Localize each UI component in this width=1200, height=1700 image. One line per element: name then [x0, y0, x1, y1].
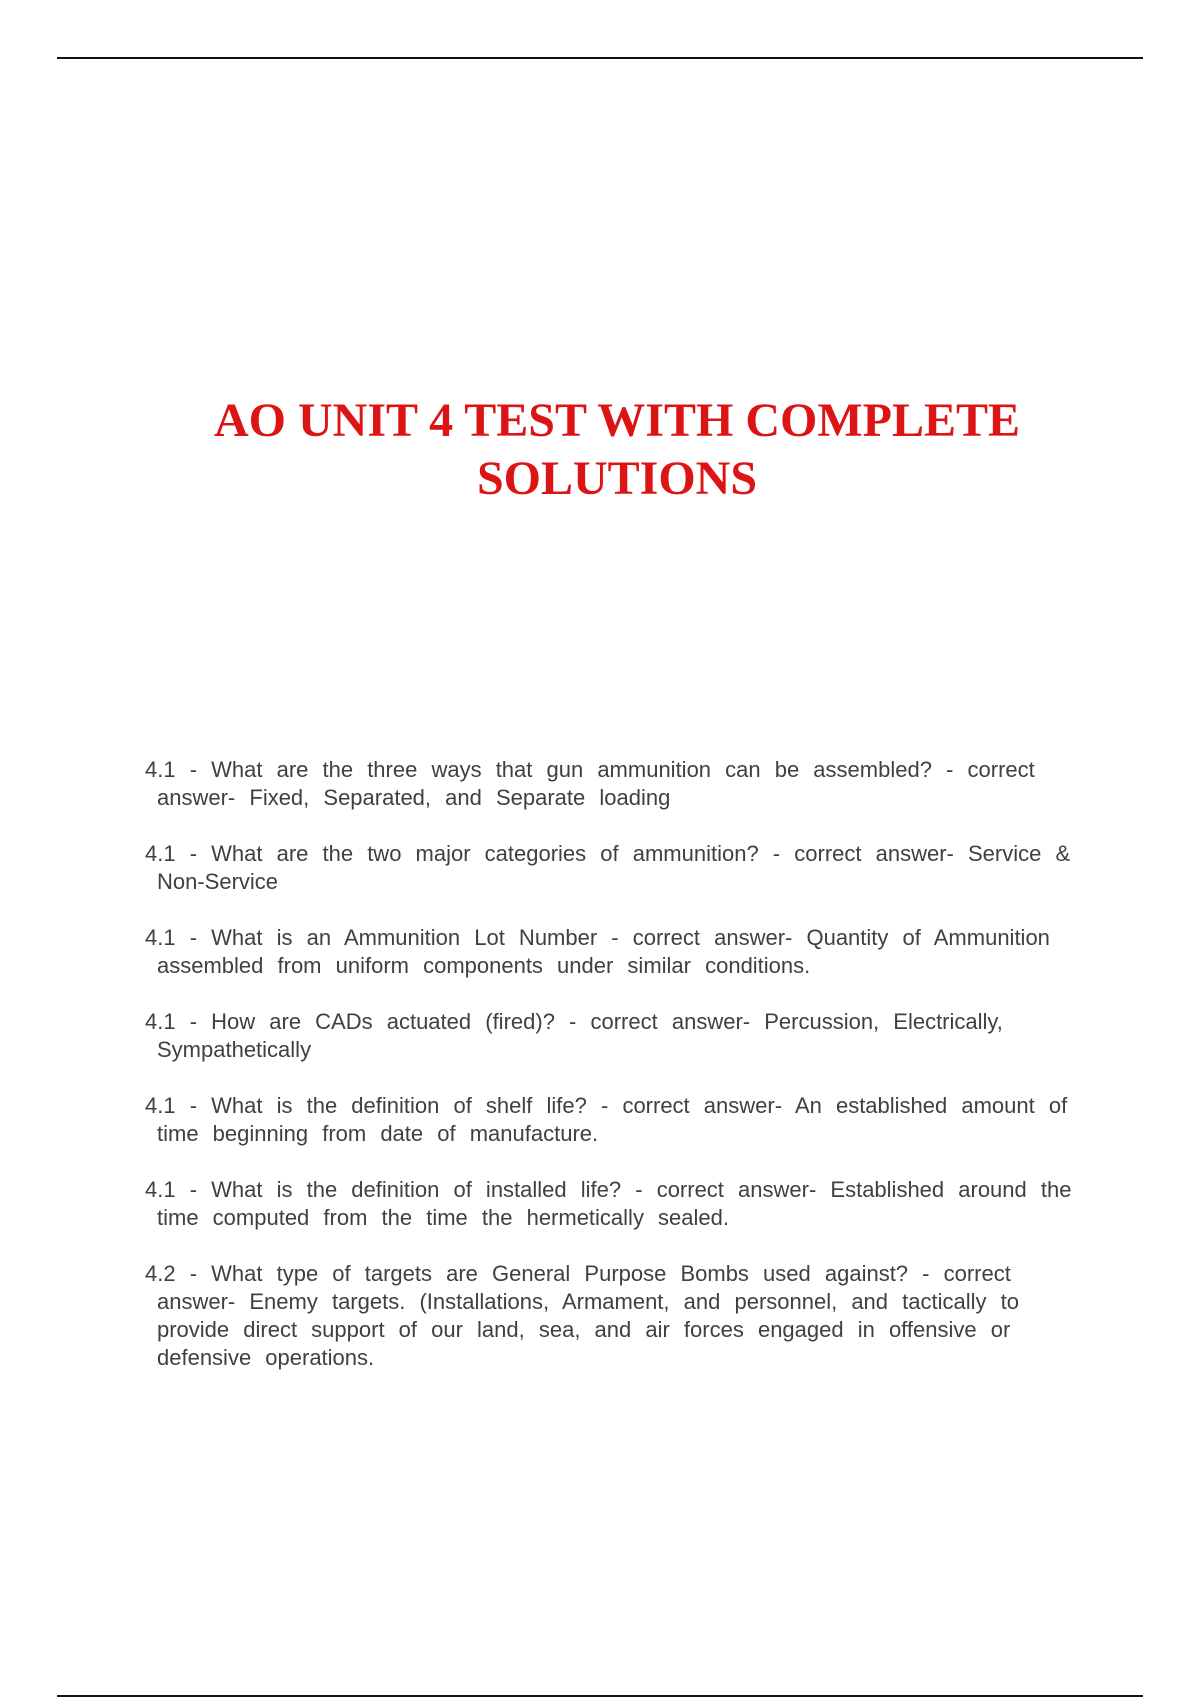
answer-text: Percussion, Electrically, Sympathetically [157, 1009, 1003, 1062]
question-text: 4.1 - What is an Ammunition Lot Number - [145, 925, 619, 950]
answer-text: Quantity of Ammunition assembled from uniform components under similar conditions. [157, 925, 1050, 978]
question-text: 4.2 - What type of targets are General Purpose Bombs used against? - [145, 1261, 930, 1286]
answer-text: Established around the time computed from the time the hermetically sealed. [157, 1177, 1072, 1230]
question-text: 4.1 - What is the definition of installed life? - [145, 1177, 643, 1202]
title-line-2: SOLUTIONS [476, 452, 758, 505]
answer-text: Fixed, Separated, and Separate loading [249, 785, 671, 810]
answer-label: correct answer- [157, 1261, 1011, 1314]
qa-item [145, 1176, 1085, 1232]
footer-rule [57, 1695, 1143, 1697]
qa-list [145, 756, 1085, 1400]
qa-item [145, 756, 1085, 812]
title-line-1: AO UNIT 4 TEST WITH COMPLETE [213, 394, 1020, 447]
question-text: 4.1 - What are the two major categories of ammunition? - [145, 841, 781, 866]
question-text: 4.1 - How are CADs actuated (fired)? - [145, 1009, 577, 1034]
document-title [0, 392, 1200, 508]
answer-label: correct answer- [157, 757, 1035, 810]
qa-item [145, 1260, 1085, 1372]
header-rule [57, 57, 1143, 59]
answer-label: correct answer- [622, 1093, 783, 1118]
question-text: 4.1 - What are the three ways that gun ammunition can be assembled? - [145, 757, 954, 782]
qa-item [145, 1008, 1085, 1064]
qa-item [145, 840, 1085, 896]
answer-label: correct answer- [632, 925, 793, 950]
answer-label: correct answer- [590, 1009, 751, 1034]
answer-text: Service & Non-Service [157, 841, 1071, 894]
answer-text: An established amount of time beginning from date of manufacture. [157, 1093, 1068, 1146]
qa-item [145, 1092, 1085, 1148]
answer-text: Enemy targets. (Installations, Armament, and personnel, and tactically to provide direct support of our land, sea, and air forces engaged in offensive or defensive operations. [157, 1289, 1019, 1370]
qa-item [145, 924, 1085, 980]
answer-label: correct answer- [794, 841, 954, 866]
question-text: 4.1 - What is the definition of shelf life? - [145, 1093, 609, 1118]
answer-label: correct answer- [656, 1177, 817, 1202]
